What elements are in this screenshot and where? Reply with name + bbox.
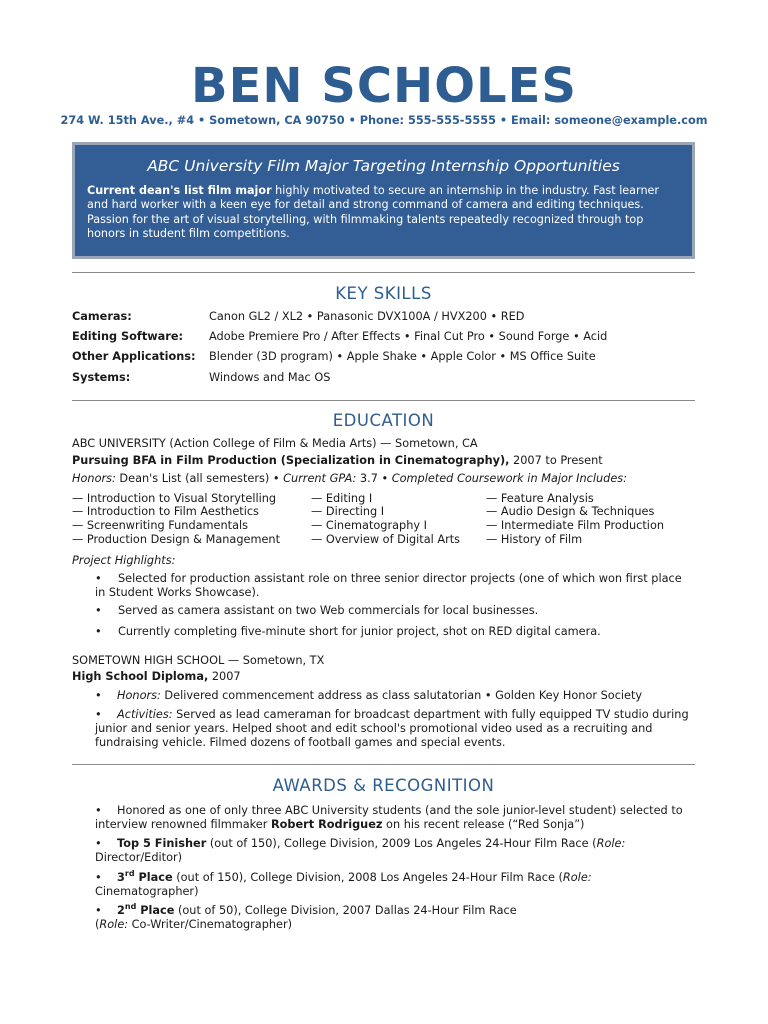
degree-title: Pursuing BFA in Film Production (Specialization in Cinematography),	[72, 454, 510, 467]
bullet-icon: •	[95, 871, 102, 884]
course-item: — Audio Design & Techniques	[486, 505, 655, 518]
open-paren: (	[95, 918, 100, 931]
award-text: on his recent release (“Red Sonja”)	[382, 818, 585, 831]
course-item: — Introduction to Film Aesthetics	[72, 505, 259, 518]
summary-box	[72, 142, 695, 259]
course-item: — Intermediate Film Production	[486, 519, 665, 532]
project-highlight: Served as camera assistant on two Web commercials for local businesses.	[118, 604, 539, 617]
gpa-value: 3.7 •	[356, 472, 392, 485]
hs-honors-value: Delivered commencement address as class salutatorian • Golden Key Honor Society	[160, 689, 643, 702]
award-highlight	[117, 904, 174, 917]
role-value: Cinematographer)	[95, 885, 199, 898]
degree-line	[72, 454, 603, 467]
skill-label: Cameras:	[72, 310, 132, 323]
role-value: Director/Editor)	[95, 851, 183, 864]
bullet-icon: •	[95, 804, 102, 817]
award-highlight: Robert Rodriguez	[270, 818, 383, 831]
candidate-name: BEN SCHOLES	[191, 58, 577, 114]
award-text: Honored as one of only three ABC University students (and the sole junior-level student) selected to interview renowned filmmaker	[95, 804, 683, 831]
award-place-suffix: rd	[124, 869, 135, 879]
role-label: Role:	[99, 918, 129, 931]
coursework-label: Completed Coursework in Major Includes:	[391, 472, 627, 485]
hs-honors	[95, 689, 695, 703]
summary-lead: Current dean's list film major	[87, 184, 272, 197]
bullet-icon: •	[95, 689, 102, 702]
role-value: Co-Writer/Cinematographer)	[128, 918, 293, 931]
bullet-icon: •	[95, 904, 102, 917]
award-highlight: Top 5 Finisher	[117, 837, 207, 850]
course-item: — Feature Analysis	[486, 492, 594, 505]
skill-value: Windows and Mac OS	[209, 371, 331, 384]
project-highlights-label: Project Highlights:	[72, 554, 176, 567]
education-heading: EDUCATION	[332, 411, 435, 430]
skill-label: Systems:	[72, 371, 131, 384]
skill-value: Blender (3D program) • Apple Shake • Apple Color • MS Office Suite	[209, 350, 596, 363]
awards-heading: AWARDS & RECOGNITION	[272, 776, 495, 795]
diploma-line	[72, 670, 241, 683]
skills-heading: KEY SKILLS	[335, 284, 432, 303]
honors-label: Honors:	[72, 472, 116, 485]
summary-text: highly motivated to secure an internship in the industry. Fast learner and hard worker with a keen eye for detail and strong command of camera and editing techniques. Passion for the art of visual storytelling, with filmmaking talents repeatedly recognized through top honors in student film competitions.	[87, 184, 660, 240]
bullet-icon: •	[95, 837, 102, 850]
course-item: — Overview of Digital Arts	[311, 533, 461, 546]
award-item	[95, 804, 695, 832]
course-item: — Screenwriting Fundamentals	[72, 519, 249, 532]
award-place-number: 3	[117, 871, 125, 884]
degree-dates: 2007 to Present	[509, 454, 603, 467]
project-highlight: Selected for production assistant role on three senior director projects (one of which won first place in Student Works Showcase).	[95, 572, 682, 599]
award-highlight	[117, 871, 173, 884]
course-item: — Introduction to Visual Storytelling	[72, 492, 277, 505]
hs-activities-label: Activities:	[117, 708, 173, 721]
skill-label: Editing Software:	[72, 330, 184, 343]
award-item	[95, 904, 695, 932]
award-place-word: Place	[136, 904, 175, 917]
award-item	[95, 871, 695, 899]
diploma-year: 2007	[208, 670, 241, 683]
role-label: Role:	[596, 837, 626, 850]
skill-value: Canon GL2 / XL2 • Panasonic DVX100A / HVX200 • RED	[209, 310, 525, 323]
highschool-line: SOMETOWN HIGH SCHOOL — Sometown, TX	[72, 654, 325, 667]
course-item: — Production Design & Management	[72, 533, 280, 546]
bullet-icon: •	[95, 625, 102, 638]
award-text: (out of 50), College Division, 2007 Dallas 24-Hour Film Race	[174, 904, 517, 917]
hs-activities	[95, 708, 695, 750]
hs-activities-value: Served as lead cameraman for broadcast department with fully equipped TV studio during junior and senior years. Helped shoot and edit school's promotional video used as a recruiting and fundraising vehicle. Filmed dozens of football games and special events.	[95, 708, 689, 749]
course-item: — History of Film	[486, 533, 583, 546]
award-place-number: 2	[117, 904, 125, 917]
gpa-label: Current GPA:	[283, 472, 357, 485]
divider	[72, 272, 695, 273]
hs-honors-label: Honors:	[117, 689, 161, 702]
skill-value: Adobe Premiere Pro / After Effects • Final Cut Pro • Sound Forge • Acid	[209, 330, 608, 343]
bullet-icon: •	[95, 708, 102, 721]
divider	[72, 764, 695, 765]
bullet-icon: •	[95, 572, 102, 585]
award-text: (out of 150), College Division, 2009 Los Angeles 24-Hour Film Race (	[206, 837, 597, 850]
summary-title: ABC University Film Major Targeting Internship Opportunities	[147, 157, 620, 175]
honors-value: Dean's List (all semesters) •	[115, 472, 284, 485]
award-place-word: Place	[134, 871, 173, 884]
course-item: — Directing I	[311, 505, 385, 518]
skill-label: Other Applications:	[72, 350, 196, 363]
honors-line	[72, 472, 627, 485]
role-label: Role:	[562, 871, 592, 884]
divider	[72, 400, 695, 401]
award-place-suffix: nd	[124, 902, 137, 912]
award-text: (out of 150), College Division, 2008 Los Angeles 24-Hour Film Race (	[172, 871, 563, 884]
summary-body	[87, 184, 680, 241]
course-item: — Cinematography I	[311, 519, 427, 532]
course-item: — Editing I	[311, 492, 373, 505]
award-item	[95, 837, 695, 865]
bullet-icon: •	[95, 604, 102, 617]
diploma-title: High School Diploma,	[72, 670, 209, 683]
project-highlight: Currently completing five-minute short for junior project, shot on RED digital camera.	[118, 625, 601, 638]
university-line: ABC UNIVERSITY (Action College of Film & Media Arts) — Sometown, CA	[72, 437, 478, 450]
contact-line: 274 W. 15th Ave., #4 • Sometown, CA 90750 • Phone: 555-555-5555 • Email: someone@example.com	[60, 114, 708, 127]
